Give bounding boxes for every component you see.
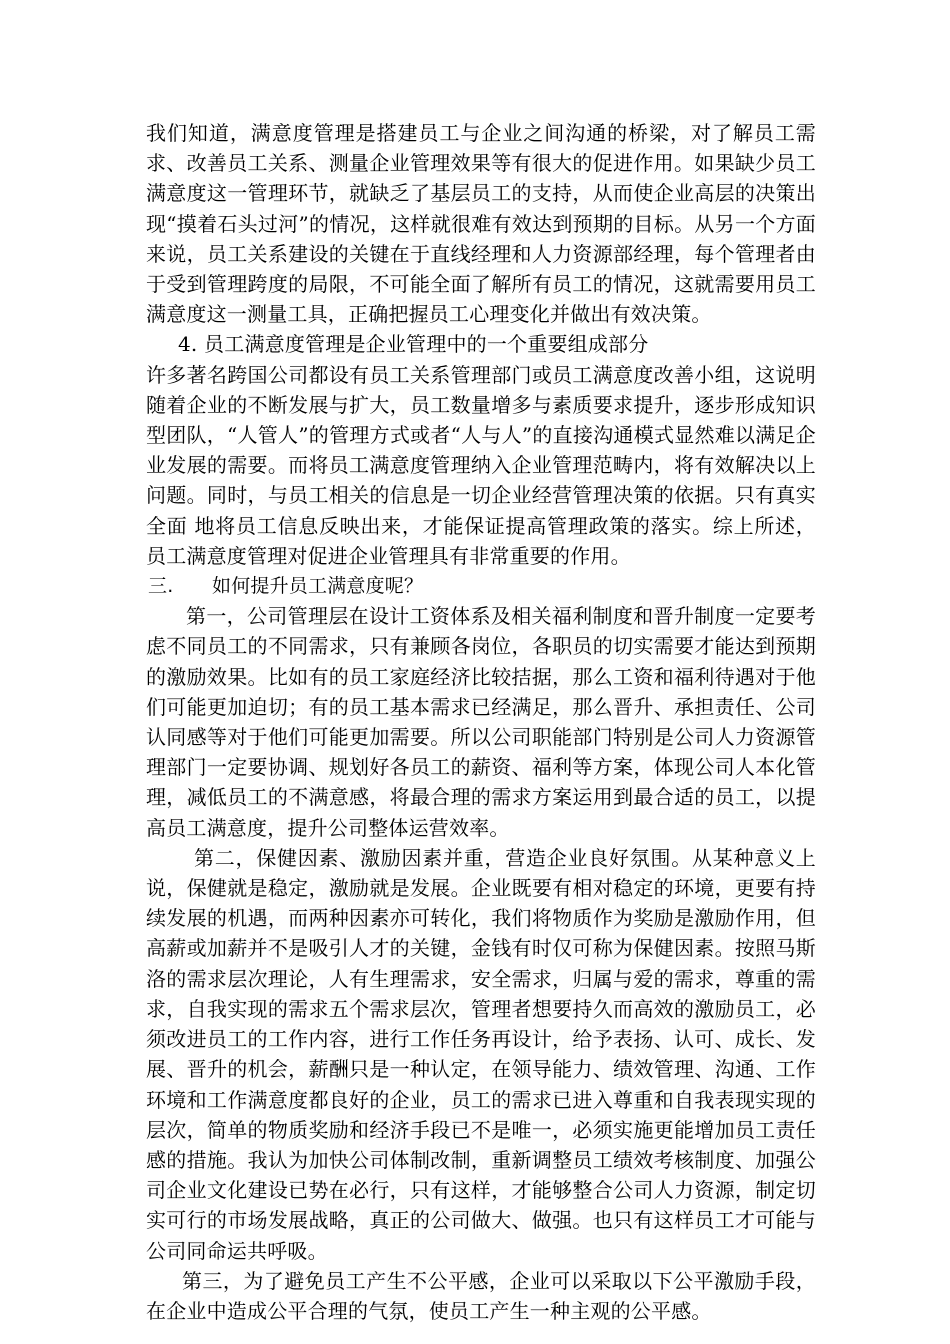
paragraph-multinational-companies: 许多著名跨国公司都设有员工关系管理部门或员工满意度改善小组，这说明随着企业的不断发展与扩大，员工数量增多与素质要求提升，逐步形成知识型团队，“人管人”的管理方式或者“人与人”的直接沟通模式显然难以满足企业发展的需要。而将员工满意度管理纳入企业管理范畴内，将有效解决以上问题。同时，与员工相关的信息是一切企业经营管理决策的依据。只有真实全面 地将员工信息反映出来，才能保证提高管理政策的落实。综上所述，员工满意度管理对促进企业管理具有非常重要的作用。 [146, 362, 816, 568]
paragraph-second-point: 第二，保健因素、激励因素并重，营造企业良好氛围。从某种意义上说，保健就是稳定，激励就是发展。企业既要有相对稳定的环境，更要有持续发展的机遇，而两种因素亦可转化，我们将物质作为奖励是激励作用，但高薪或加薪并不是吸引人才的关键，金钱有时仅可称为保健因素。按照马斯洛的需求层次理论，人有生理需求，安全需求，归属与爱的需求，尊重的需求，自我实现的需求五个需求层次，管理者想要持久而高效的激励员工，必须改进员工的工作内容，进行工作任务再设计，给予表扬、认可、成长、发展、晋升的机会，薪酬只是一种认定，在领导能力、绩效管理、沟通、工作环境和工作满意度都良好的企业，员工的需求已进入尊重和自我表现实现的层次，简单的物质奖励和经济手段已不是唯一，必须实施更能增加员工责任感的措施。我认为加快公司体制改制，重新调整员工绩效考核制度、加强公司企业文化建设已势在必行，只有这样，才能够整合公司人力资源，制定切实可行的市场发展战略，真正的公司做大、做强。也只有这样员工才可能与公司同命运共呼吸。 [146, 845, 816, 1263]
section-title: 如何提升员工满意度呢？ [212, 575, 424, 598]
document-page [146, 118, 816, 1326]
section-heading-3 [146, 571, 816, 601]
section-number: 三. [148, 575, 174, 598]
paragraph-third-point: 第三，为了避免员工产生不公平感，企业可以采取以下公平激励手段，在企业中造成公平合理的气氛，使员工产生一种主观的公平感。 [146, 1268, 816, 1323]
list-item-4: 4. 员工满意度管理是企业管理中的一个重要组成部分 [178, 332, 649, 357]
paragraph-satisfaction-bridge: 我们知道，满意度管理是搭建员工与企业之间沟通的桥梁，对了解员工需求、改善员工关系、测量企业管理效果等有很大的促进作用。如果缺少员工满意度这一管理环节，就缺乏了基层员工的支持，从而使企业高层的决策出现“摸着石头过河”的情况，这样就很难有效达到预期的目标。从另一个方面来说，员工关系建设的关键在于直线经理和人力资源部经理，每个管理者由于受到管理跨度的局限，不可能全面了解所有员工的情况，这就需要用员工满意度这一测量工具，正确把握员工心理变化并做出有效决策。 [146, 121, 816, 327]
paragraph-first-point: 第一，公司管理层在设计工资体系及相关福利制度和晋升制度一定要考虑不同员工的不同需求，只有兼顾各岗位，各职员的切实需要才能达到预期的激励效果。比如有的员工家庭经济比较拮据，那么工资和福利待遇对于他们可能更加迫切；有的员工基本需求已经满足，那么晋升、承担责任、公司认同感等对于他们可能更加需要。所以公司职能部门特别是公司人力资源管理部门一定要协调、规划好各员工的薪资、福利等方案，体现公司人本化管理，减低员工的不满意感，将最合理的需求方案运用到最合适的员工，以提高员工满意度，提升公司整体运营效率。 [146, 604, 816, 840]
